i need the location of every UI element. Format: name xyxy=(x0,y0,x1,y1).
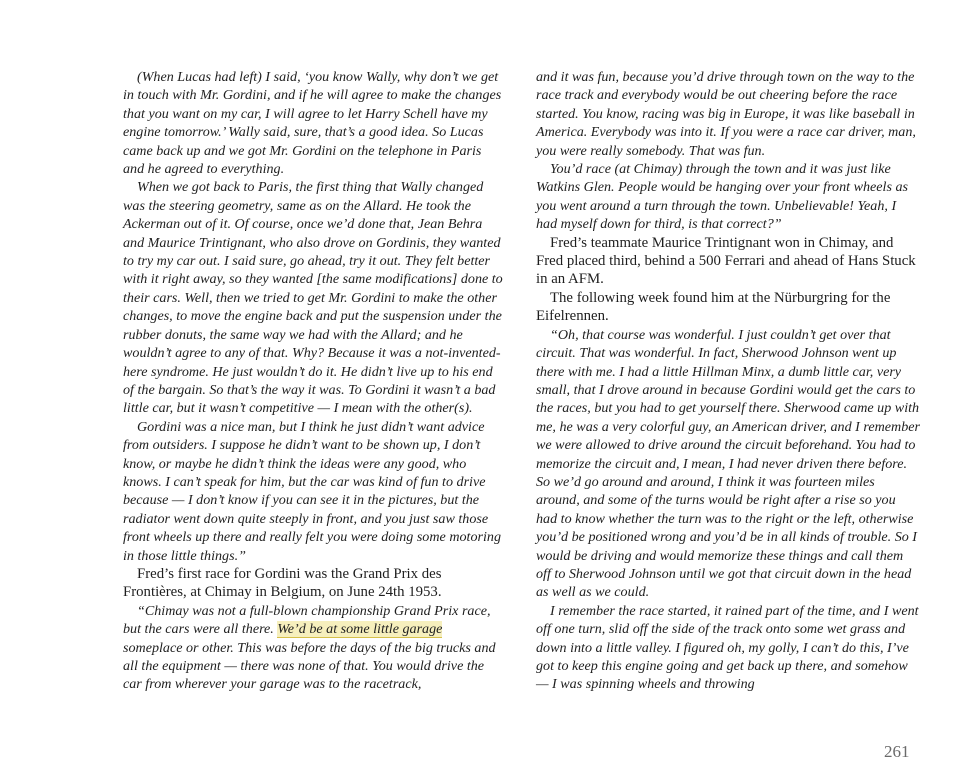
paragraph: The following week found him at the Nürburgring for the Eifelrennen. xyxy=(536,289,891,325)
paragraph xyxy=(123,602,505,694)
paragraph: “Oh, that course was wonderful. I just couldn’t get over that circuit. That was wonderful. In fact, Sherwood Johnson went up there with me. I had a little Hillman Minx, a dumb little car, very small, that I drove around in because Gordini would get the cars to the races, but you had to get yourself there. Sherwood came up with me, he was a very colorful guy, an American driver, and I remember we were allowed to drive around the circuit beforehand. You had to memorize the circuit and, I mean, I had never driven there before. So we’d go around and around, I think it was fourteen miles around, and some of the turns would be right after a rise so you had to know whether the turn was to the right or the left, otherwise you’d be positioned wrong and you’d be in all kinds of trouble. So I would be driving and would memorize these things and call them off to Sherwood Johnson until we got that circuit down in the head as well as we could. xyxy=(536,326,920,601)
highlighted-text[interactable]: We’d be at some little garage xyxy=(277,621,443,638)
paragraph: When we got back to Paris, the first thing that Wally changed was the steering geometry, same as on the Allard. He took the Ackerman out of it. Of course, once we’d done that, Jean Behra and Maurice Trintignant, who also drove on Gordinis, they wanted to try my car out. I said sure, go ahead, try it out. They felt better with it right away, so they wanted [the same modifications] done to their cars. Well, then we tried to get Mr. Gordini to make the other changes, to move the engine back and put the suspension under the rubber donuts, the same way we had with the Allard; and he wouldn’t agree to any of that. Why? Because it was a not-invented-here syndrome. He just wouldn’t do it. He didn’t live up to his end of the bargain. So that’s the way it was. To Gordini it wasn’t a bad little car, but it wasn’t competitive — I mean with the other(s). xyxy=(123,179,503,417)
paragraph: and it was fun, because you’d drive through town on the way to the race track and everybody would be out cheering before the race started. You know, racing was big in Europe, it was like baseball in America. Everybody was into it. If you were a race car driver, man, you were really somebody. That was fun. xyxy=(536,69,916,159)
paragraph: Gordini was a nice man, but I think he just didn’t want advice from outsiders. I suppose he didn’t want to be shown up, I don’t know, or maybe he didn’t think the ideas were any good, who knows. I can’t speak for him, but the car was kind of fun to drive because — I don’t know if you can see it in the pictures, but the radiator went down quite steeply in front, and you just saw those front wheels up there and really felt you were doing some motoring in those little things.” xyxy=(123,418,501,564)
paragraph: Fred’s teammate Maurice Trintignant won in Chimay, and Fred placed third, behind a 500 Ferrari and ahead of Hans Stuck in an AFM. xyxy=(536,234,916,288)
paragraph: Fred’s first race for Gordini was the Grand Prix des Frontières, at Chimay in Belgium, on June 24th 1953. xyxy=(123,565,442,601)
text-run: someplace or other. This was before the days of the big trucks and all the equipment — there was none of that. You would drive the car from wherever your garage was to the racetrack, xyxy=(123,639,496,693)
right-text-column xyxy=(536,68,920,694)
paragraph: I remember the race started, it rained part of the time, and I went off one turn, slid off the side of the track onto some wet grass and down into a little valley. I figured oh, my golly, I can’t do this, I’ve got to keep this engine going and get back up there, and somehow — I was spinning wheels and throwing xyxy=(536,602,919,693)
left-text-column xyxy=(123,68,505,694)
paragraph: You’d race (at Chimay) through the town and it was just like Watkins Glen. People would be hanging over your front wheels as you went around a turn through the town. Unbelievable! Yeah, I had myself down for third, is that correct?” xyxy=(536,161,909,233)
text-run: “Chimay was not a full-blown championship Grand Prix race, but the cars were all there. xyxy=(123,602,491,638)
paragraph: (When Lucas had left) I said, ‘you know Wally, why don’t we get in touch with Mr. Gordini, and if he will agree to make the changes that you want on my car, I will agree to let Harry Schell have my engine tomorrow.’ Wally said, sure, that’s a good idea. So Lucas came back up and we got Mr. Gordini on the telephone in Paris and he agreed to everything. xyxy=(123,69,502,178)
page-number: 261 xyxy=(884,742,910,761)
